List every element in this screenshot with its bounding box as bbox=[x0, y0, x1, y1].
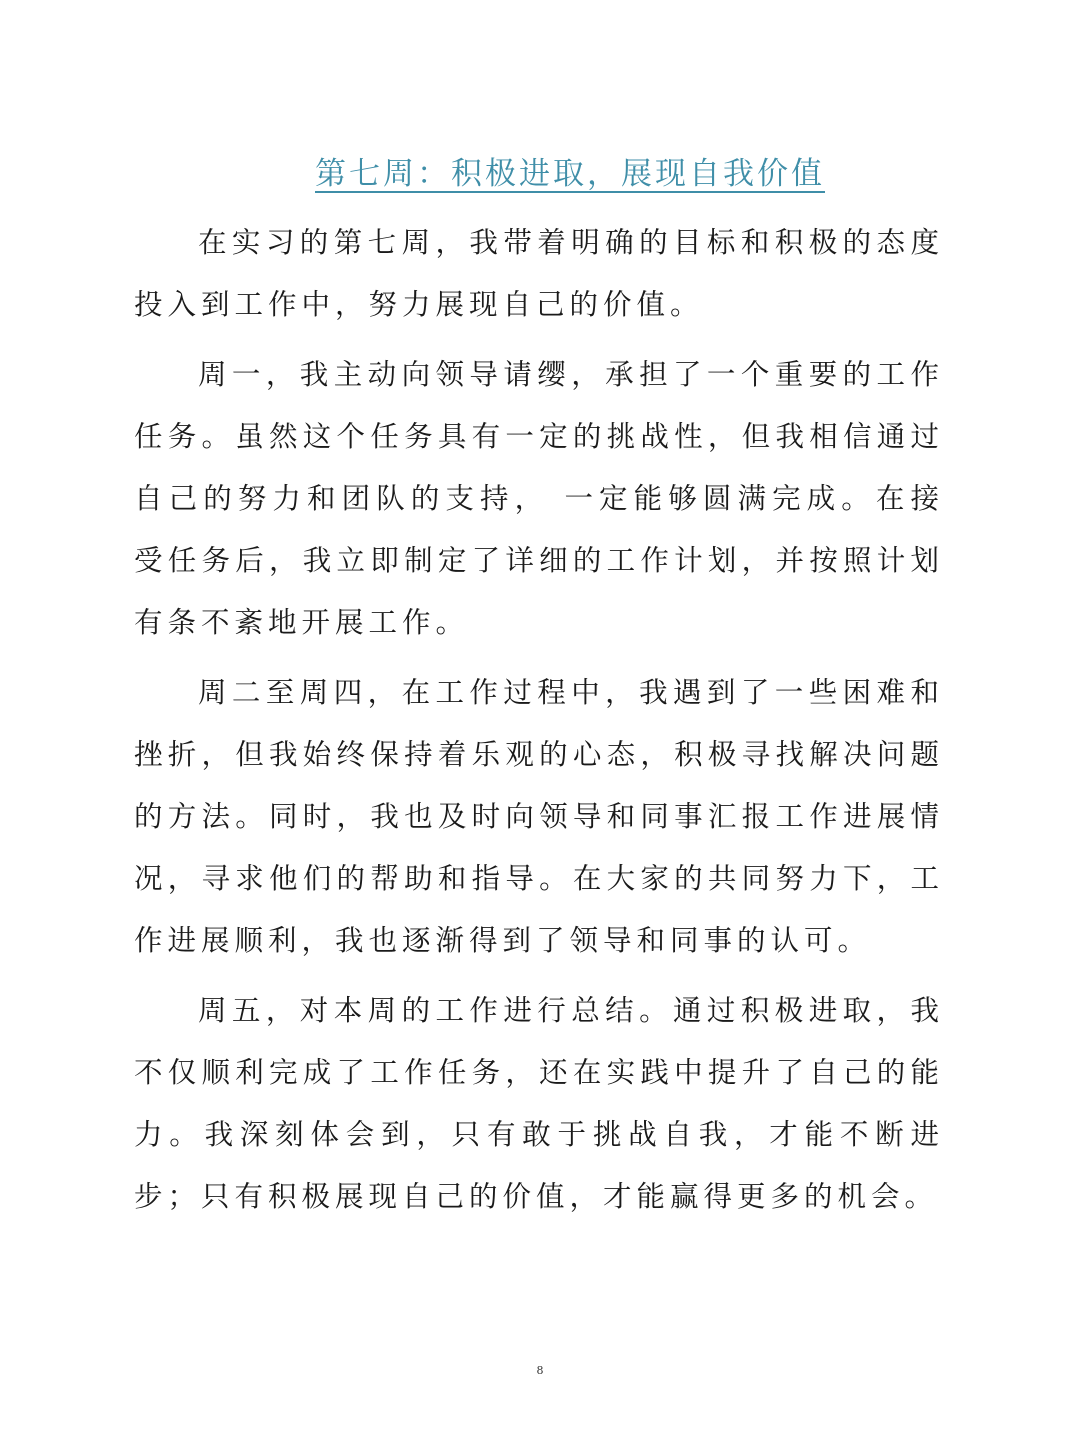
paragraph-intro: 在实习的第七周，我带着明确的目标和积极的态度投入到工作中，努力展现自己的价值。 bbox=[134, 226, 944, 321]
page-number: 8 bbox=[536, 1364, 544, 1377]
section-title bbox=[0, 150, 1080, 198]
paragraph-friday: 周五，对本周的工作进行总结。通过积极进取，我不仅顺利完成了工作任务，还在实践中提升了自己的能力。我深刻体会到，只有敢于挑战自我，才能不断进步；只有积极展现自己的价值，才能赢得更多的机会。 bbox=[134, 994, 944, 1213]
paragraph-monday: 周一，我主动向领导请缨，承担了一个重要的工作任务。虽然这个任务具有一定的挑战性，但我相信通过自己的努力和团队的支持， 一定能够圆满完成。在接受任务后，我立即制定了详细的工作计划，并按照计划有条不紊地开展工作。 bbox=[134, 358, 944, 639]
body-text bbox=[134, 212, 944, 1230]
section-title-text: 第七周：积极进取，展现自我价值 bbox=[315, 156, 825, 192]
paragraph-tuesday-thursday: 周二至周四，在工作过程中，我遇到了一些困难和挫折，但我始终保持着乐观的心态，积极寻找解决问题的方法。同时，我也及时向领导和同事汇报工作进展情况，寻求他们的帮助和指导。在大家的共同努力下，工作进展顺利，我也逐渐得到了领导和同事的认可。 bbox=[134, 676, 944, 957]
